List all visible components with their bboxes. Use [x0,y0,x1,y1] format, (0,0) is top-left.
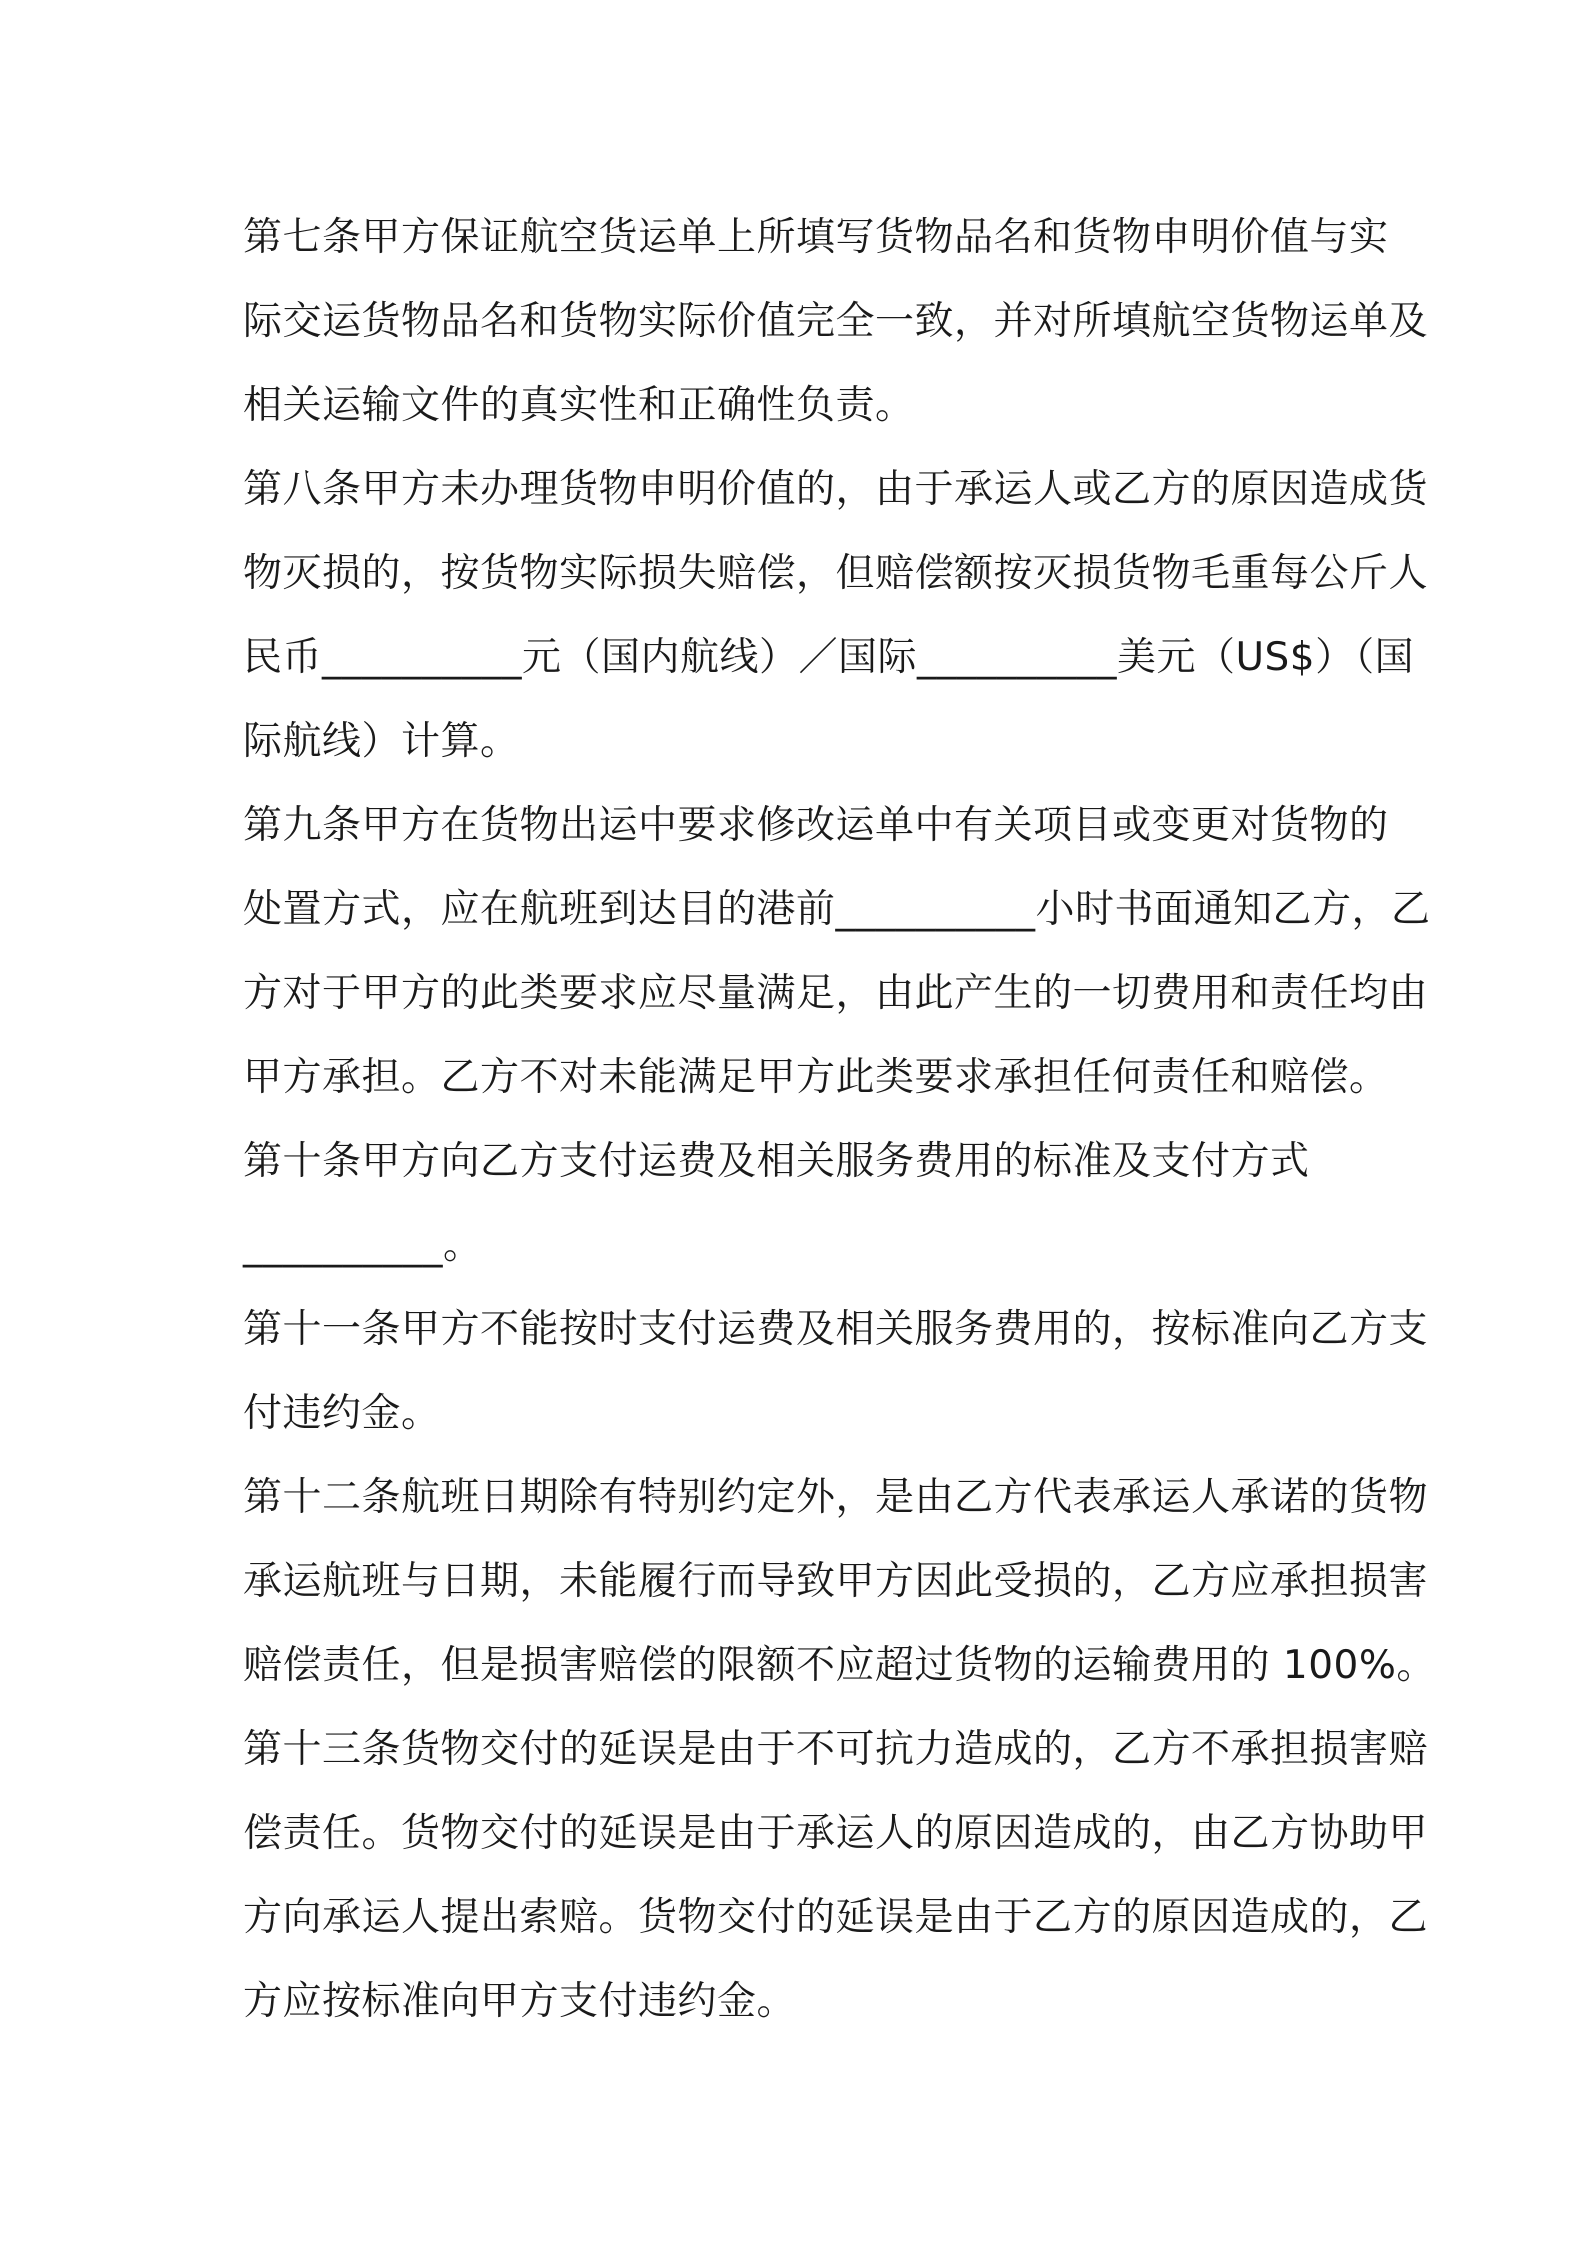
article-9-line-4: 甲方承担。乙方不对未能满足甲方此类要求承担任何责任和赔偿。 [243,1055,1389,1100]
article-13-line-1: 第十三条货物交付的延误是由于不可抗力造成的，乙方不承担损害赔 [243,1727,1429,1772]
article-12-line-3: 赔偿责任，但是损害赔偿的限额不应超过货物的运输费用的 100%。 [243,1643,1436,1688]
article-12-line-2: 承运航班与日期，未能履行而导致甲方因此受损的，乙方应承担损害 [243,1559,1429,1604]
article-8-line-1: 第八条甲方未办理货物申明价值的，由于承运人或乙方的原因造成货 [243,467,1429,512]
article-7-line-3: 相关运输文件的真实性和正确性负责。 [243,383,915,428]
article-13-line-4: 方应按标准向甲方支付违约金。 [243,1979,797,2024]
article-8-line-4: 际航线）计算。 [243,719,520,764]
article-7-line-2: 际交运货物品名和货物实际价值完全一致，并对所填航空货物运单及 [243,299,1429,344]
article-9-line-3: 方对于甲方的此类要求应尽量满足，由此产生的一切费用和责任均由 [243,971,1429,1016]
article-11-line-1: 第十一条甲方不能按时支付运费及相关服务费用的，按标准向乙方支 [243,1307,1429,1352]
document-body [243,196,1436,2044]
article-8-line-3: 民币__________元（国内航线）／国际__________美元（US$）（国 [243,635,1415,680]
article-11-line-2: 付违约金。 [243,1391,441,1436]
article-12-line-1: 第十二条航班日期除有特别约定外，是由乙方代表承运人承诺的货物 [243,1475,1429,1520]
article-10-line-2: __________。 [243,1223,483,1268]
article-7-line-1: 第七条甲方保证航空货运单上所填写货物品名和货物申明价值与实 [243,215,1389,260]
article-9-line-1: 第九条甲方在货物出运中要求修改运单中有关项目或变更对货物的 [243,803,1389,848]
article-9-line-2: 处置方式，应在航班到达目的港前__________小时书面通知乙方，乙 [243,887,1431,932]
article-13-line-3: 方向承运人提出索赔。货物交付的延误是由于乙方的原因造成的，乙 [243,1895,1429,1940]
article-13-line-2: 偿责任。货物交付的延误是由于承运人的原因造成的，由乙方协助甲 [243,1811,1429,1856]
article-8-line-2: 物灭损的，按货物实际损失赔偿，但赔偿额按灭损货物毛重每公斤人 [243,551,1429,596]
article-10-line-1: 第十条甲方向乙方支付运费及相关服务费用的标准及支付方式 [243,1139,1310,1184]
